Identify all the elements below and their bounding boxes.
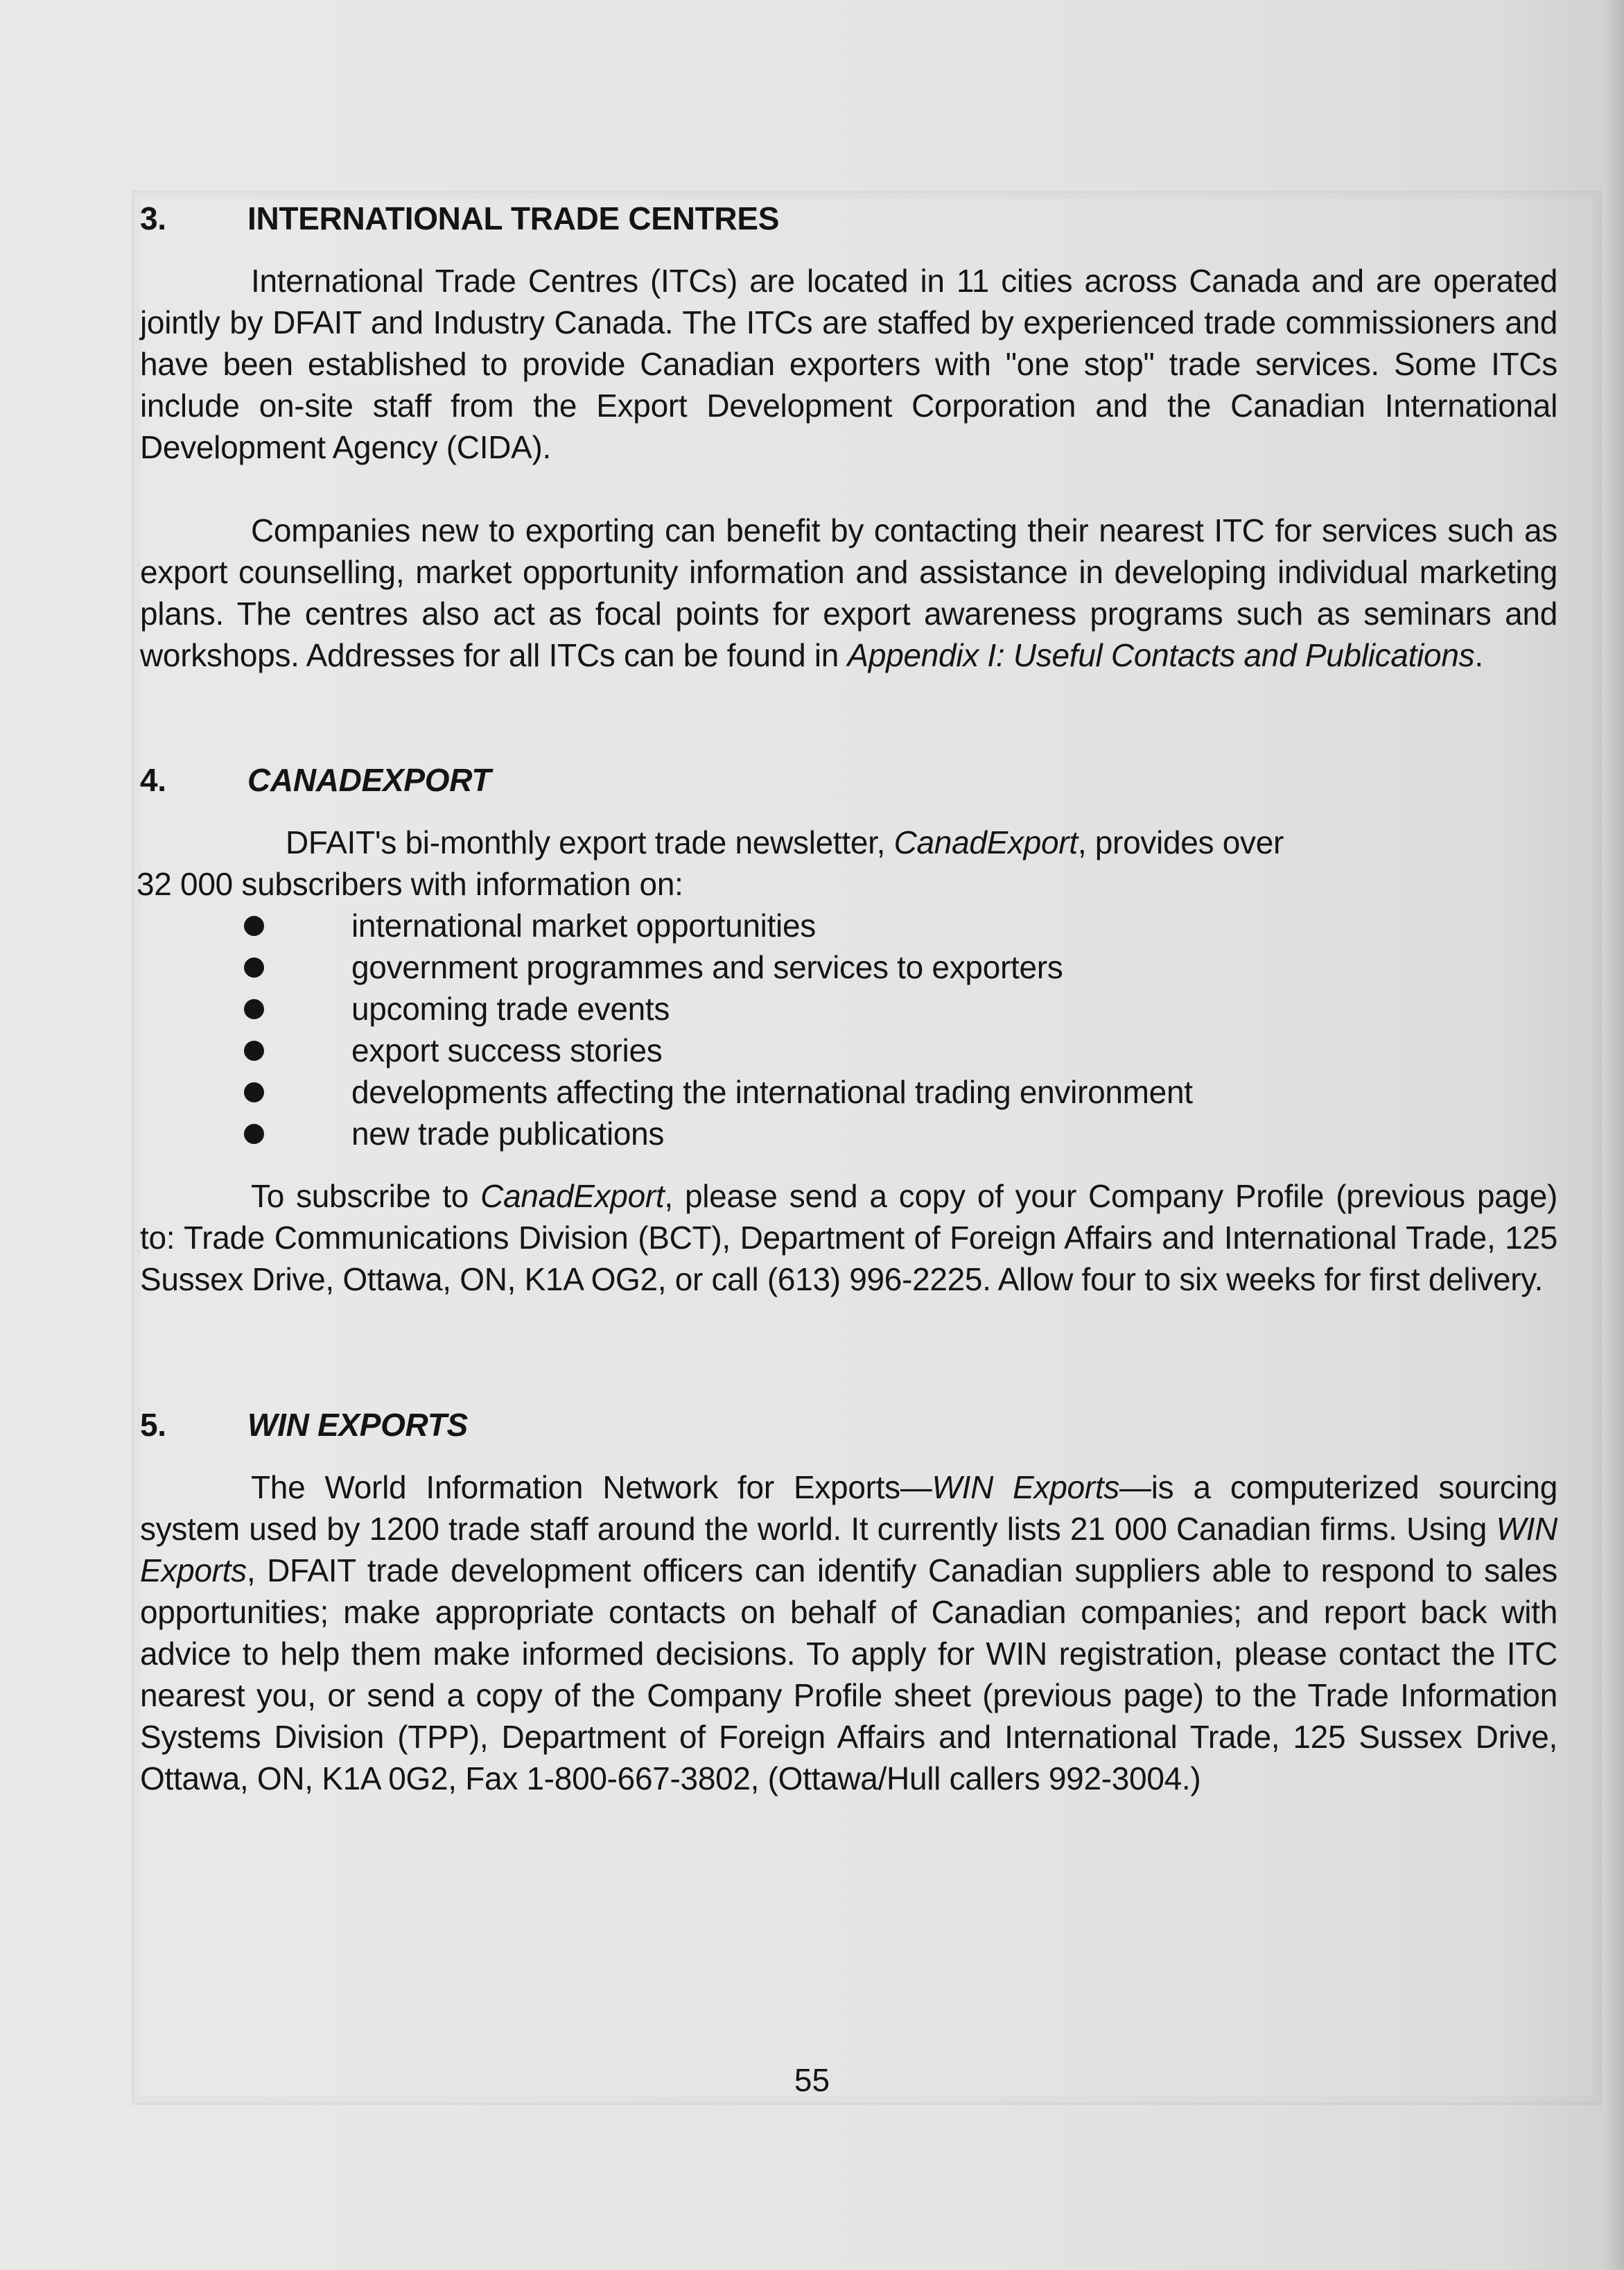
list-item — [140, 1030, 1557, 1071]
win-exports-italic-1: WIN Exports — [932, 1469, 1120, 1505]
section-5-heading — [140, 1404, 1557, 1446]
section-4-intro-line-2: 32 000 subscribers with information on: — [137, 866, 683, 902]
list-item-text: new trade publications — [351, 1116, 665, 1152]
bullet-icon — [244, 999, 264, 1019]
list-item-text: upcoming trade events — [351, 991, 670, 1027]
section-4-intro-a: DFAIT's bi-monthly export trade newsletter, — [286, 824, 894, 860]
bullet-icon — [244, 1082, 264, 1102]
section-3-paragraph-2-end: . — [1474, 637, 1483, 673]
subscribe-text-b: , please send a copy of your Company Profile (previous page) to: Trade Communications Division (BCT), Department of Foreign Affairs and International Trade, 125 Sussex Drive, Ottawa, ON, K1A OG2, or call (613) 996-2225. Allow four to six weeks for first delivery. — [140, 1178, 1557, 1297]
canadexport-italic-2: CanadExport — [480, 1178, 665, 1214]
win-exports-italic-2: WIN Exports — [140, 1511, 1557, 1588]
page-edge-shadow — [1605, 0, 1624, 2270]
bullet-icon — [244, 1124, 264, 1144]
section-4-subscribe-paragraph — [140, 1175, 1557, 1300]
section-5-paragraph — [140, 1466, 1557, 1799]
subscribe-text-a: To subscribe to — [251, 1178, 481, 1214]
bullet-icon — [244, 1041, 264, 1061]
section-4-heading — [140, 759, 1557, 801]
section-4-number: 4. — [140, 762, 166, 798]
appendix-reference: Appendix I: Useful Contacts and Publications — [847, 637, 1475, 673]
section-4-title: CANADEXPORT — [247, 762, 491, 798]
win-text-b: —is a computerized sourcing system used by 1200 trade staff around the world. It currently lists 21 000 Canadian firms. Using — [140, 1469, 1557, 1547]
list-item — [140, 988, 1557, 1030]
win-text-c: , DFAIT trade development officers can identify Canadian suppliers able to respond to sales opportunities; make appropriate contacts on behalf of Canadian companies; and report back with advice to help them make informed decisions. To apply for WIN registration, please contact the ITC nearest you, or send a copy of the Company Profile sheet (previous page) to the Trade Information Systems Division (TPP), Department of Foreign Affairs and International Trade, 125 Sussex Drive, Ottawa, ON, K1A 0G2, Fax 1-800-667-3802, (Ottawa/Hull callers 992-3004.) — [140, 1552, 1557, 1796]
bullet-icon — [244, 916, 264, 936]
section-3-paragraph-2 — [140, 510, 1557, 676]
win-text-a: The World Information Network for Exports— — [251, 1469, 932, 1505]
page-number: 55 — [794, 2062, 830, 2098]
bullet-icon — [244, 958, 264, 978]
list-item-text: international market opportunities — [351, 908, 816, 944]
section-3-number: 3. — [140, 200, 166, 236]
section-4-intro-b: , provides over — [1077, 824, 1284, 860]
document-body — [137, 198, 1557, 1799]
section-5-number: 5. — [140, 1407, 166, 1443]
list-item — [140, 1113, 1557, 1154]
section-4-intro-line-1 — [140, 822, 1557, 863]
list-item — [140, 1071, 1557, 1113]
section-3-paragraph-1: International Trade Centres (ITCs) are located in 11 cities across Canada and are operated jointly by DFAIT and Industry Canada. The ITCs are staffed by experienced trade commissioners and have been established to provide Canadian exporters with "one stop" trade services. Some ITCs include on-site staff from the Export Development Corporation and the Canadian International Development Agency (CIDA). — [140, 263, 1557, 465]
list-item — [140, 946, 1557, 988]
section-3-title: INTERNATIONAL TRADE CENTRES — [247, 200, 780, 236]
section-3-paragraph-2-text: Companies new to exporting can benefit by contacting their nearest ITC for services such as export counselling, market opportunity information and assistance in developing individual marketing plans. The centres also act as focal points for export awareness programs such as seminars and workshops. Addresses for all ITCs can be found in — [140, 512, 1557, 673]
canadexport-topic-list — [140, 905, 1557, 1154]
canadexport-italic: CanadExport — [893, 824, 1078, 860]
list-item-text: government programmes and services to exporters — [351, 949, 1063, 985]
list-item — [140, 905, 1557, 946]
list-item-text: developments affecting the international trading environment — [351, 1074, 1193, 1110]
list-item-text: export success stories — [351, 1032, 663, 1068]
section-3-heading — [140, 198, 1557, 239]
section-5-title: WIN EXPORTS — [247, 1407, 468, 1443]
